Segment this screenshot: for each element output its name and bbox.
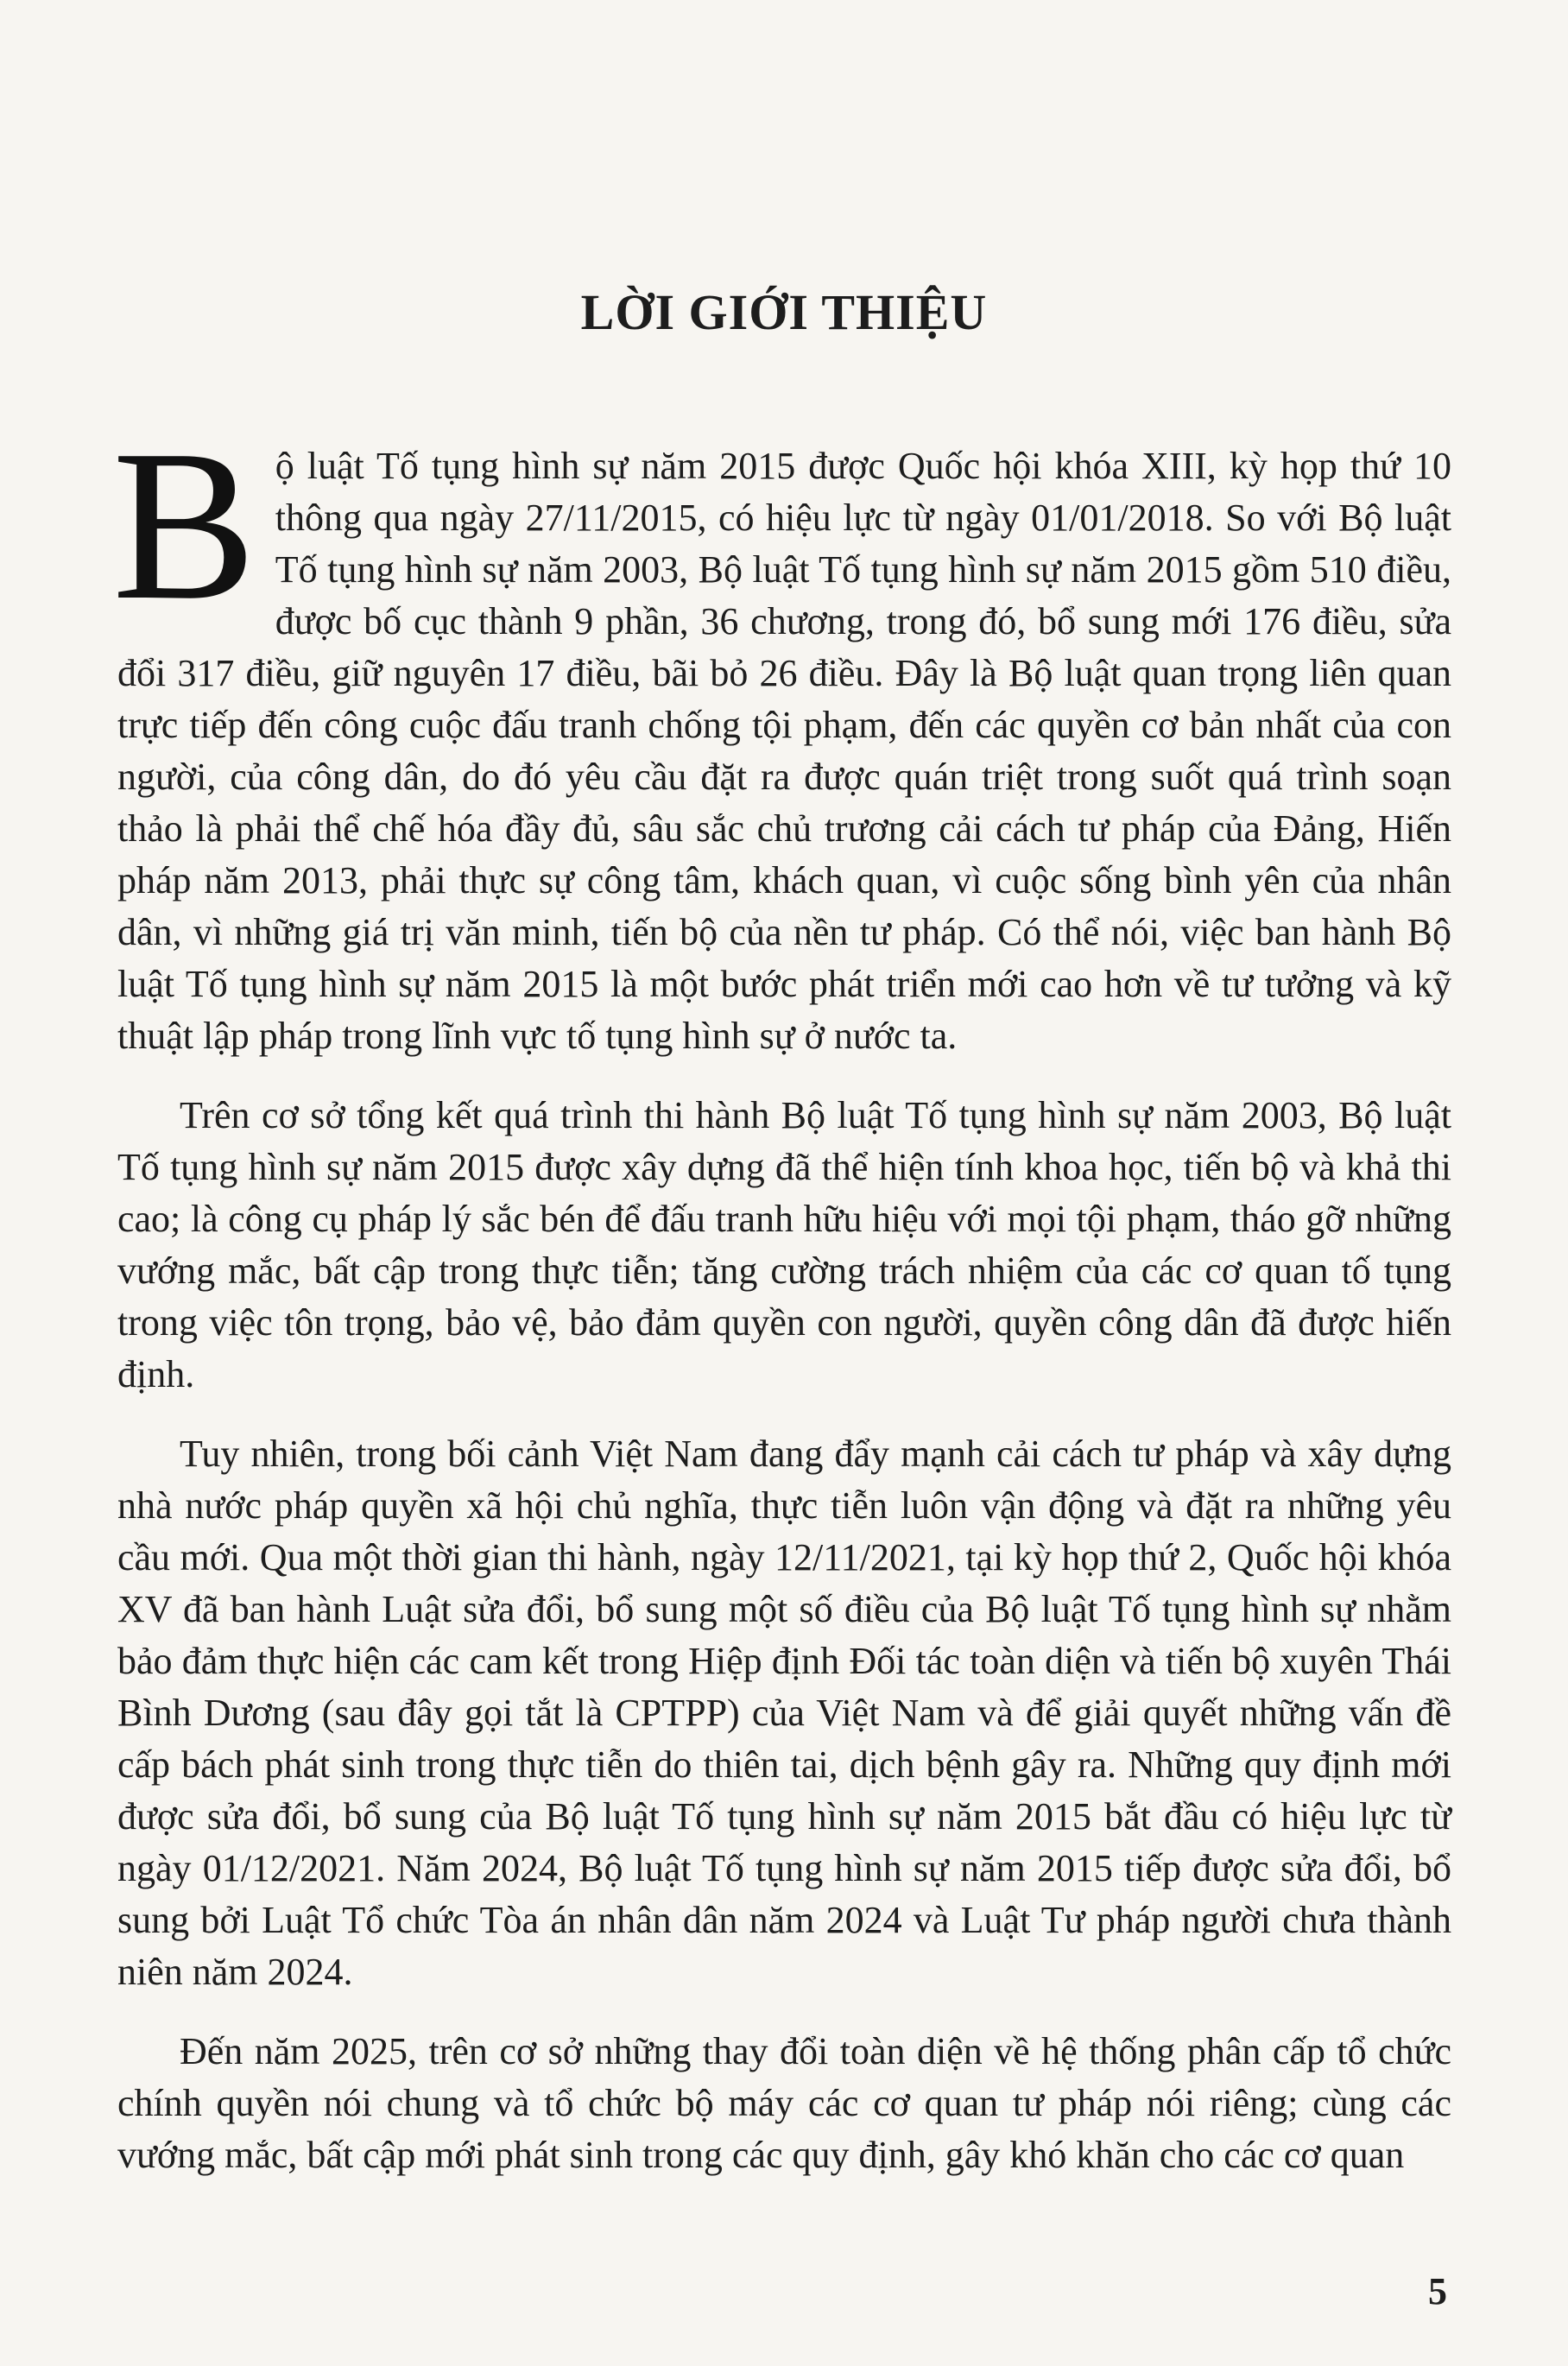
paragraph-2: Trên cơ sở tổng kết quá trình thi hành Bộ luật Tố tụng hình sự năm 2003, Bộ luật Tố tụng hình sự năm 2015 được xây dựng đã thể hiện tính khoa học, tiến bộ và khả thi cao; là công cụ pháp lý sắc bén để đấu tranh hữu hiệu với mọi tội phạm, tháo gỡ những vướng mắc, bất cập trong thực tiễn; tăng cường trách nhiệm của các cơ quan tố tụng trong việc tôn trọng, bảo vệ, bảo đảm quyền con người, quyền công dân đã được hiến định. — [117, 1094, 1451, 1395]
page-title: LỜI GIỚI THIỆU — [580, 284, 988, 340]
drop-cap: B — [112, 406, 256, 645]
body-text — [112, 406, 1451, 2209]
page-number: 5 — [1428, 2270, 1447, 2312]
paragraph-1-text: ộ luật Tố tụng hình sự năm 2015 được Quốc hội khóa XIII, kỳ họp thứ 10 thông qua ngày 27/11/2015, có hiệu lực từ ngày 01/01/2018. So với Bộ luật Tố tụng hình sự năm 2003, Bộ luật Tố tụng hình sự năm 2015 gồm 510 điều, được bố cục thành 9 phần, 36 chương, trong đó, bổ sung mới 176 điều, sửa đổi 317 điều, giữ nguyên 17 điều, bãi bỏ 26 điều. Đây là Bộ luật quan trọng liên quan trực tiếp đến công cuộc đấu tranh chống tội phạm, đến các quyền cơ bản nhất của con người, của công dân, do đó yêu cầu đặt ra được quán triệt trong suốt quá trình soạn thảo là phải thể chế hóa đầy đủ, sâu sắc chủ trương cải cách tư pháp của Đảng, Hiến pháp năm 2013, phải thực sự công tâm, khách quan, vì cuộc sống bình yên của nhân dân, vì những giá trị văn minh, tiến bộ của nền tư pháp. Có thể nói, việc ban hành Bộ luật Tố tụng hình sự năm 2015 là một bước phát triển mới cao hơn về tư tưởng và kỹ thuật lập pháp trong lĩnh vực tố tụng hình sự ở nước ta. — [117, 445, 1451, 1057]
paragraph-1 — [112, 406, 1451, 1062]
paragraph-4: Đến năm 2025, trên cơ sở những thay đổi toàn diện về hệ thống phân cấp tổ chức chính quyền nói chung và tổ chức bộ máy các cơ quan tư pháp nói riêng; cùng các vướng mắc, bất cập mới phát sinh trong các quy định, gây khó khăn cho các cơ quan — [117, 2030, 1451, 2176]
paragraph-3: Tuy nhiên, trong bối cảnh Việt Nam đang đẩy mạnh cải cách tư pháp và xây dựng nhà nước pháp quyền xã hội chủ nghĩa, thực tiễn luôn vận động và đặt ra những yêu cầu mới. Qua một thời gian thi hành, ngày 12/11/2021, tại kỳ họp thứ 2, Quốc hội khóa XV đã ban hành Luật sửa đổi, bổ sung một số điều của Bộ luật Tố tụng hình sự nhằm bảo đảm thực hiện các cam kết trong Hiệp định Đối tác toàn diện và tiến bộ xuyên Thái Bình Dương (sau đây gọi tắt là CPTPP) của Việt Nam và để giải quyết những vấn đề cấp bách phát sinh trong thực tiễn do thiên tai, dịch bệnh gây ra. Những quy định mới được sửa đổi, bổ sung của Bộ luật Tố tụng hình sự năm 2015 bắt đầu có hiệu lực từ ngày 01/12/2021. Năm 2024, Bộ luật Tố tụng hình sự năm 2015 tiếp được sửa đổi, bổ sung bởi Luật Tổ chức Tòa án nhân dân năm 2024 và Luật Tư pháp người chưa thành niên năm 2024. — [117, 1433, 1451, 1993]
